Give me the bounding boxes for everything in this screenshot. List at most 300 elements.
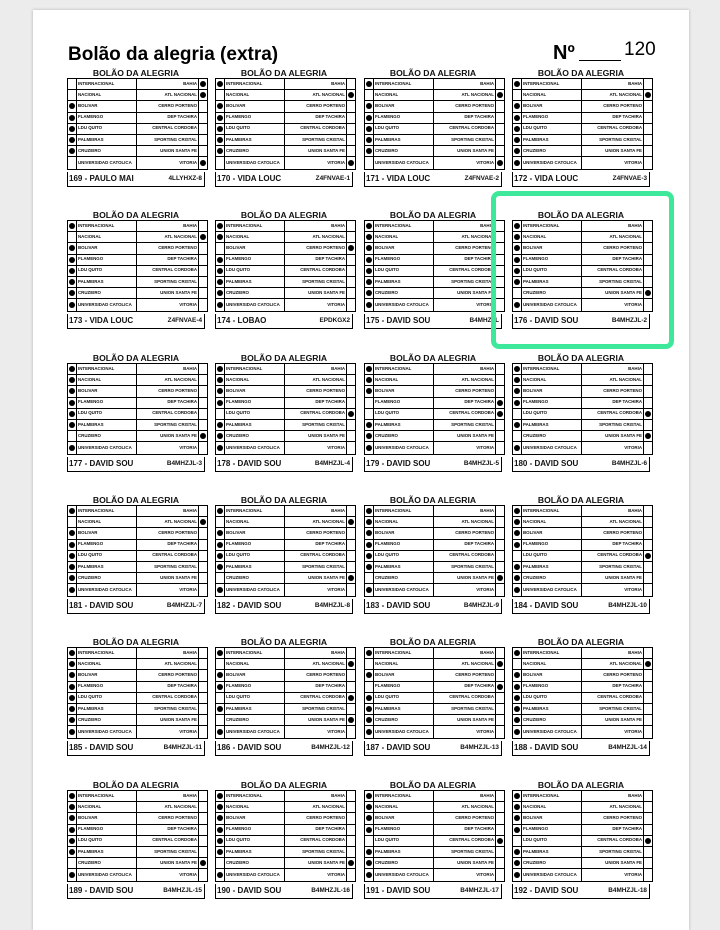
home-pick-box[interactable] xyxy=(216,221,225,232)
home-pick-box[interactable] xyxy=(216,232,225,243)
home-pick-box[interactable] xyxy=(68,276,77,287)
away-pick-box[interactable] xyxy=(199,715,208,726)
away-pick-box[interactable] xyxy=(644,791,653,802)
home-pick-box[interactable] xyxy=(513,397,522,408)
away-pick-box[interactable] xyxy=(199,123,208,134)
away-pick-box[interactable] xyxy=(644,506,653,517)
away-pick-box[interactable] xyxy=(644,123,653,134)
away-pick-box[interactable] xyxy=(347,276,356,287)
home-pick-box[interactable] xyxy=(68,824,77,835)
home-pick-box[interactable] xyxy=(68,386,77,397)
away-pick-box[interactable] xyxy=(644,79,653,90)
home-pick-box[interactable] xyxy=(365,584,374,597)
away-pick-box[interactable] xyxy=(199,265,208,276)
home-pick-box[interactable] xyxy=(68,528,77,539)
away-pick-box[interactable] xyxy=(644,858,653,869)
home-pick-box[interactable] xyxy=(68,539,77,550)
home-pick-box[interactable] xyxy=(216,824,225,835)
home-pick-box[interactable] xyxy=(68,79,77,90)
away-pick-box[interactable] xyxy=(199,276,208,287)
home-pick-box[interactable] xyxy=(216,846,225,857)
away-pick-box[interactable] xyxy=(644,584,653,597)
home-pick-box[interactable] xyxy=(513,573,522,584)
away-pick-box[interactable] xyxy=(496,517,505,528)
away-pick-box[interactable] xyxy=(199,648,208,659)
home-pick-box[interactable] xyxy=(513,550,522,561)
home-pick-box[interactable] xyxy=(216,276,225,287)
away-pick-box[interactable] xyxy=(644,90,653,101)
away-pick-box[interactable] xyxy=(496,573,505,584)
home-pick-box[interactable] xyxy=(365,703,374,714)
away-pick-box[interactable] xyxy=(644,813,653,824)
home-pick-box[interactable] xyxy=(365,299,374,312)
home-pick-box[interactable] xyxy=(68,846,77,857)
away-pick-box[interactable] xyxy=(496,79,505,90)
away-pick-box[interactable] xyxy=(347,90,356,101)
away-pick-box[interactable] xyxy=(496,408,505,419)
away-pick-box[interactable] xyxy=(199,134,208,145)
home-pick-box[interactable] xyxy=(365,254,374,265)
away-pick-box[interactable] xyxy=(644,835,653,846)
home-pick-box[interactable] xyxy=(68,858,77,869)
away-pick-box[interactable] xyxy=(347,528,356,539)
away-pick-box[interactable] xyxy=(199,288,208,299)
home-pick-box[interactable] xyxy=(513,681,522,692)
away-pick-box[interactable] xyxy=(199,846,208,857)
away-pick-box[interactable] xyxy=(347,408,356,419)
away-pick-box[interactable] xyxy=(199,375,208,386)
home-pick-box[interactable] xyxy=(513,157,522,170)
home-pick-box[interactable] xyxy=(365,726,374,739)
home-pick-box[interactable] xyxy=(365,835,374,846)
home-pick-box[interactable] xyxy=(216,408,225,419)
away-pick-box[interactable] xyxy=(199,659,208,670)
away-pick-box[interactable] xyxy=(347,79,356,90)
away-pick-box[interactable] xyxy=(347,561,356,572)
home-pick-box[interactable] xyxy=(216,869,225,882)
home-pick-box[interactable] xyxy=(216,550,225,561)
away-pick-box[interactable] xyxy=(199,157,208,170)
away-pick-box[interactable] xyxy=(644,561,653,572)
home-pick-box[interactable] xyxy=(68,442,77,455)
away-pick-box[interactable] xyxy=(496,375,505,386)
home-pick-box[interactable] xyxy=(513,375,522,386)
away-pick-box[interactable] xyxy=(496,442,505,455)
home-pick-box[interactable] xyxy=(216,584,225,597)
away-pick-box[interactable] xyxy=(199,835,208,846)
home-pick-box[interactable] xyxy=(365,134,374,145)
home-pick-box[interactable] xyxy=(216,419,225,430)
home-pick-box[interactable] xyxy=(68,813,77,824)
away-pick-box[interactable] xyxy=(347,835,356,846)
away-pick-box[interactable] xyxy=(199,364,208,375)
away-pick-box[interactable] xyxy=(496,692,505,703)
away-pick-box[interactable] xyxy=(496,715,505,726)
home-pick-box[interactable] xyxy=(513,364,522,375)
away-pick-box[interactable] xyxy=(347,243,356,254)
home-pick-box[interactable] xyxy=(365,442,374,455)
away-pick-box[interactable] xyxy=(644,386,653,397)
home-pick-box[interactable] xyxy=(365,858,374,869)
away-pick-box[interactable] xyxy=(199,561,208,572)
away-pick-box[interactable] xyxy=(644,397,653,408)
away-pick-box[interactable] xyxy=(644,659,653,670)
home-pick-box[interactable] xyxy=(513,846,522,857)
away-pick-box[interactable] xyxy=(347,692,356,703)
home-pick-box[interactable] xyxy=(216,79,225,90)
home-pick-box[interactable] xyxy=(365,265,374,276)
away-pick-box[interactable] xyxy=(644,846,653,857)
away-pick-box[interactable] xyxy=(496,397,505,408)
away-pick-box[interactable] xyxy=(347,648,356,659)
home-pick-box[interactable] xyxy=(365,419,374,430)
home-pick-box[interactable] xyxy=(513,506,522,517)
home-pick-box[interactable] xyxy=(513,715,522,726)
away-pick-box[interactable] xyxy=(199,584,208,597)
home-pick-box[interactable] xyxy=(365,157,374,170)
away-pick-box[interactable] xyxy=(644,408,653,419)
home-pick-box[interactable] xyxy=(365,715,374,726)
home-pick-box[interactable] xyxy=(68,670,77,681)
home-pick-box[interactable] xyxy=(216,157,225,170)
home-pick-box[interactable] xyxy=(513,123,522,134)
home-pick-box[interactable] xyxy=(365,517,374,528)
away-pick-box[interactable] xyxy=(347,703,356,714)
away-pick-box[interactable] xyxy=(496,528,505,539)
home-pick-box[interactable] xyxy=(68,221,77,232)
away-pick-box[interactable] xyxy=(496,364,505,375)
home-pick-box[interactable] xyxy=(513,101,522,112)
away-pick-box[interactable] xyxy=(199,442,208,455)
home-pick-box[interactable] xyxy=(216,703,225,714)
away-pick-box[interactable] xyxy=(644,715,653,726)
away-pick-box[interactable] xyxy=(644,419,653,430)
home-pick-box[interactable] xyxy=(216,288,225,299)
home-pick-box[interactable] xyxy=(216,670,225,681)
home-pick-box[interactable] xyxy=(68,232,77,243)
home-pick-box[interactable] xyxy=(365,573,374,584)
away-pick-box[interactable] xyxy=(347,869,356,882)
home-pick-box[interactable] xyxy=(365,561,374,572)
home-pick-box[interactable] xyxy=(68,506,77,517)
away-pick-box[interactable] xyxy=(199,254,208,265)
home-pick-box[interactable] xyxy=(513,528,522,539)
home-pick-box[interactable] xyxy=(68,419,77,430)
home-pick-box[interactable] xyxy=(216,243,225,254)
home-pick-box[interactable] xyxy=(365,288,374,299)
home-pick-box[interactable] xyxy=(68,692,77,703)
home-pick-box[interactable] xyxy=(68,648,77,659)
home-pick-box[interactable] xyxy=(216,517,225,528)
home-pick-box[interactable] xyxy=(513,813,522,824)
home-pick-box[interactable] xyxy=(216,539,225,550)
home-pick-box[interactable] xyxy=(365,846,374,857)
away-pick-box[interactable] xyxy=(347,681,356,692)
home-pick-box[interactable] xyxy=(216,561,225,572)
away-pick-box[interactable] xyxy=(644,364,653,375)
away-pick-box[interactable] xyxy=(496,431,505,442)
away-pick-box[interactable] xyxy=(644,157,653,170)
away-pick-box[interactable] xyxy=(347,659,356,670)
home-pick-box[interactable] xyxy=(513,703,522,714)
home-pick-box[interactable] xyxy=(68,869,77,882)
home-pick-box[interactable] xyxy=(365,659,374,670)
away-pick-box[interactable] xyxy=(496,681,505,692)
away-pick-box[interactable] xyxy=(199,681,208,692)
away-pick-box[interactable] xyxy=(644,692,653,703)
home-pick-box[interactable] xyxy=(68,375,77,386)
home-pick-box[interactable] xyxy=(68,243,77,254)
away-pick-box[interactable] xyxy=(644,802,653,813)
home-pick-box[interactable] xyxy=(68,835,77,846)
away-pick-box[interactable] xyxy=(199,397,208,408)
away-pick-box[interactable] xyxy=(199,232,208,243)
home-pick-box[interactable] xyxy=(216,835,225,846)
home-pick-box[interactable] xyxy=(68,288,77,299)
home-pick-box[interactable] xyxy=(216,813,225,824)
away-pick-box[interactable] xyxy=(199,101,208,112)
home-pick-box[interactable] xyxy=(68,397,77,408)
home-pick-box[interactable] xyxy=(365,528,374,539)
home-pick-box[interactable] xyxy=(513,692,522,703)
home-pick-box[interactable] xyxy=(513,517,522,528)
away-pick-box[interactable] xyxy=(496,157,505,170)
away-pick-box[interactable] xyxy=(496,846,505,857)
home-pick-box[interactable] xyxy=(365,539,374,550)
home-pick-box[interactable] xyxy=(216,134,225,145)
away-pick-box[interactable] xyxy=(347,123,356,134)
away-pick-box[interactable] xyxy=(644,648,653,659)
away-pick-box[interactable] xyxy=(199,221,208,232)
home-pick-box[interactable] xyxy=(68,681,77,692)
home-pick-box[interactable] xyxy=(513,791,522,802)
away-pick-box[interactable] xyxy=(347,670,356,681)
away-pick-box[interactable] xyxy=(347,265,356,276)
home-pick-box[interactable] xyxy=(513,802,522,813)
away-pick-box[interactable] xyxy=(496,824,505,835)
home-pick-box[interactable] xyxy=(513,584,522,597)
away-pick-box[interactable] xyxy=(199,824,208,835)
home-pick-box[interactable] xyxy=(513,648,522,659)
away-pick-box[interactable] xyxy=(496,648,505,659)
away-pick-box[interactable] xyxy=(496,561,505,572)
home-pick-box[interactable] xyxy=(68,101,77,112)
away-pick-box[interactable] xyxy=(496,791,505,802)
away-pick-box[interactable] xyxy=(199,506,208,517)
away-pick-box[interactable] xyxy=(347,299,356,312)
home-pick-box[interactable] xyxy=(216,364,225,375)
away-pick-box[interactable] xyxy=(644,869,653,882)
home-pick-box[interactable] xyxy=(68,659,77,670)
home-pick-box[interactable] xyxy=(216,858,225,869)
home-pick-box[interactable] xyxy=(68,573,77,584)
away-pick-box[interactable] xyxy=(496,506,505,517)
away-pick-box[interactable] xyxy=(644,824,653,835)
home-pick-box[interactable] xyxy=(216,715,225,726)
home-pick-box[interactable] xyxy=(365,670,374,681)
home-pick-box[interactable] xyxy=(365,408,374,419)
away-pick-box[interactable] xyxy=(347,101,356,112)
home-pick-box[interactable] xyxy=(216,802,225,813)
away-pick-box[interactable] xyxy=(496,539,505,550)
away-pick-box[interactable] xyxy=(199,90,208,101)
away-pick-box[interactable] xyxy=(644,539,653,550)
away-pick-box[interactable] xyxy=(199,408,208,419)
home-pick-box[interactable] xyxy=(68,254,77,265)
home-pick-box[interactable] xyxy=(216,726,225,739)
home-pick-box[interactable] xyxy=(68,791,77,802)
home-pick-box[interactable] xyxy=(365,112,374,123)
away-pick-box[interactable] xyxy=(644,134,653,145)
away-pick-box[interactable] xyxy=(496,386,505,397)
away-pick-box[interactable] xyxy=(347,146,356,157)
away-pick-box[interactable] xyxy=(644,112,653,123)
away-pick-box[interactable] xyxy=(644,517,653,528)
home-pick-box[interactable] xyxy=(513,835,522,846)
home-pick-box[interactable] xyxy=(513,670,522,681)
home-pick-box[interactable] xyxy=(513,726,522,739)
home-pick-box[interactable] xyxy=(216,648,225,659)
home-pick-box[interactable] xyxy=(216,146,225,157)
away-pick-box[interactable] xyxy=(644,528,653,539)
home-pick-box[interactable] xyxy=(68,157,77,170)
home-pick-box[interactable] xyxy=(216,442,225,455)
away-pick-box[interactable] xyxy=(347,375,356,386)
away-pick-box[interactable] xyxy=(347,288,356,299)
away-pick-box[interactable] xyxy=(347,824,356,835)
home-pick-box[interactable] xyxy=(513,561,522,572)
away-pick-box[interactable] xyxy=(496,703,505,714)
away-pick-box[interactable] xyxy=(199,703,208,714)
away-pick-box[interactable] xyxy=(496,670,505,681)
away-pick-box[interactable] xyxy=(347,431,356,442)
home-pick-box[interactable] xyxy=(216,90,225,101)
home-pick-box[interactable] xyxy=(365,386,374,397)
home-pick-box[interactable] xyxy=(68,561,77,572)
away-pick-box[interactable] xyxy=(199,791,208,802)
home-pick-box[interactable] xyxy=(216,254,225,265)
away-pick-box[interactable] xyxy=(644,703,653,714)
home-pick-box[interactable] xyxy=(216,299,225,312)
away-pick-box[interactable] xyxy=(644,146,653,157)
home-pick-box[interactable] xyxy=(365,232,374,243)
home-pick-box[interactable] xyxy=(513,824,522,835)
home-pick-box[interactable] xyxy=(216,791,225,802)
away-pick-box[interactable] xyxy=(496,112,505,123)
home-pick-box[interactable] xyxy=(365,813,374,824)
away-pick-box[interactable] xyxy=(199,112,208,123)
home-pick-box[interactable] xyxy=(513,419,522,430)
home-pick-box[interactable] xyxy=(513,134,522,145)
away-pick-box[interactable] xyxy=(199,670,208,681)
home-pick-box[interactable] xyxy=(68,726,77,739)
home-pick-box[interactable] xyxy=(365,692,374,703)
home-pick-box[interactable] xyxy=(365,243,374,254)
away-pick-box[interactable] xyxy=(347,419,356,430)
away-pick-box[interactable] xyxy=(347,221,356,232)
home-pick-box[interactable] xyxy=(365,101,374,112)
home-pick-box[interactable] xyxy=(216,573,225,584)
home-pick-box[interactable] xyxy=(365,431,374,442)
away-pick-box[interactable] xyxy=(347,517,356,528)
away-pick-box[interactable] xyxy=(347,802,356,813)
away-pick-box[interactable] xyxy=(199,146,208,157)
away-pick-box[interactable] xyxy=(496,813,505,824)
home-pick-box[interactable] xyxy=(513,869,522,882)
home-pick-box[interactable] xyxy=(216,659,225,670)
away-pick-box[interactable] xyxy=(347,157,356,170)
home-pick-box[interactable] xyxy=(216,123,225,134)
home-pick-box[interactable] xyxy=(365,506,374,517)
away-pick-box[interactable] xyxy=(644,670,653,681)
home-pick-box[interactable] xyxy=(513,858,522,869)
home-pick-box[interactable] xyxy=(365,90,374,101)
home-pick-box[interactable] xyxy=(216,101,225,112)
away-pick-box[interactable] xyxy=(347,134,356,145)
home-pick-box[interactable] xyxy=(513,659,522,670)
away-pick-box[interactable] xyxy=(347,506,356,517)
home-pick-box[interactable] xyxy=(365,791,374,802)
away-pick-box[interactable] xyxy=(496,550,505,561)
away-pick-box[interactable] xyxy=(199,802,208,813)
away-pick-box[interactable] xyxy=(644,375,653,386)
home-pick-box[interactable] xyxy=(68,146,77,157)
away-pick-box[interactable] xyxy=(496,802,505,813)
away-pick-box[interactable] xyxy=(347,232,356,243)
home-pick-box[interactable] xyxy=(365,550,374,561)
away-pick-box[interactable] xyxy=(644,550,653,561)
home-pick-box[interactable] xyxy=(365,123,374,134)
away-pick-box[interactable] xyxy=(347,813,356,824)
away-pick-box[interactable] xyxy=(199,539,208,550)
home-pick-box[interactable] xyxy=(365,221,374,232)
home-pick-box[interactable] xyxy=(68,703,77,714)
away-pick-box[interactable] xyxy=(496,659,505,670)
away-pick-box[interactable] xyxy=(199,243,208,254)
away-pick-box[interactable] xyxy=(347,726,356,739)
away-pick-box[interactable] xyxy=(199,692,208,703)
home-pick-box[interactable] xyxy=(68,715,77,726)
away-pick-box[interactable] xyxy=(347,791,356,802)
away-pick-box[interactable] xyxy=(496,869,505,882)
away-pick-box[interactable] xyxy=(347,715,356,726)
away-pick-box[interactable] xyxy=(496,858,505,869)
home-pick-box[interactable] xyxy=(365,802,374,813)
home-pick-box[interactable] xyxy=(513,539,522,550)
away-pick-box[interactable] xyxy=(347,539,356,550)
away-pick-box[interactable] xyxy=(496,101,505,112)
home-pick-box[interactable] xyxy=(513,431,522,442)
away-pick-box[interactable] xyxy=(496,726,505,739)
home-pick-box[interactable] xyxy=(216,528,225,539)
home-pick-box[interactable] xyxy=(68,550,77,561)
away-pick-box[interactable] xyxy=(199,419,208,430)
home-pick-box[interactable] xyxy=(365,869,374,882)
home-pick-box[interactable] xyxy=(216,692,225,703)
away-pick-box[interactable] xyxy=(644,431,653,442)
away-pick-box[interactable] xyxy=(199,79,208,90)
home-pick-box[interactable] xyxy=(216,112,225,123)
home-pick-box[interactable] xyxy=(365,276,374,287)
away-pick-box[interactable] xyxy=(347,550,356,561)
home-pick-box[interactable] xyxy=(68,112,77,123)
home-pick-box[interactable] xyxy=(216,265,225,276)
away-pick-box[interactable] xyxy=(496,584,505,597)
home-pick-box[interactable] xyxy=(68,408,77,419)
home-pick-box[interactable] xyxy=(365,146,374,157)
away-pick-box[interactable] xyxy=(644,101,653,112)
away-pick-box[interactable] xyxy=(199,550,208,561)
